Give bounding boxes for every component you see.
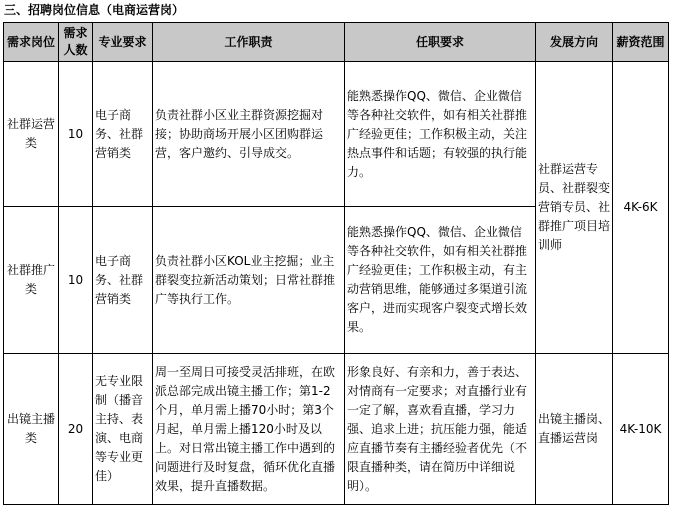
cell-duties: 周一至周日可接受灵活排班，在欧派总部完成出镜主播工作；第1-2个月，单月需上播70小时；第3个月起，单月需上播120小时及以上。对日常出镜主播工作中遇到的问题进行及时复盘，循环优化直播效果，提升直播数据。	[153, 354, 345, 505]
cell-duties: 负责社群小区KOL业主挖掘；业主群裂变拉新活动策划；日常社群推广等执行工作。	[153, 207, 345, 354]
cell-position: 出镜主播类	[4, 354, 59, 505]
header-major: 专业要求	[93, 23, 153, 62]
cell-count: 10	[59, 62, 93, 207]
recruitment-table	[3, 22, 669, 505]
header-development: 发展方向	[536, 23, 613, 62]
header-requirements: 任职要求	[345, 23, 536, 62]
cell-requirements: 形象良好、有亲和力，善于表达、对情商有一定要求；对直播行业有一定了解，喜欢看直播，学习力强、追求上进；抗压能力强，能适应直播节奏有主播经验者优先（不限直播种类，请在简历中详细说明）。	[345, 354, 536, 505]
cell-position: 社群推广类	[4, 207, 59, 354]
cell-requirements: 能熟悉操作QQ、微信、企业微信等各种社交软件，如有相关社群推广经验更佳；工作积极主动，有主动营销思维，能够通过多渠道引流客户，进而实现客户裂变式增长效果。	[345, 207, 536, 354]
cell-development-community: 社群运营专员、社群裂变营销专员、社群推广项目培训师	[536, 62, 613, 354]
cell-requirements: 能熟悉操作QQ、微信、企业微信等各种社交软件，如有相关社群推广经验更佳；工作积极主动，关注热点事件和话题；有较强的执行能力。	[345, 62, 536, 207]
header-count: 需求人数	[59, 23, 93, 62]
cell-salary-community: 4K-6K	[613, 62, 669, 354]
cell-development-anchor: 出镜主播岗、直播运营岗	[536, 354, 613, 505]
cell-duties: 负责社群小区业主群资源挖掘对接；协助商场开展小区团购群运营，客户邀约、引导成交。	[153, 62, 345, 207]
table-row	[4, 62, 669, 207]
cell-salary-anchor: 4K-10K	[613, 354, 669, 505]
cell-count: 10	[59, 207, 93, 354]
header-position: 需求岗位	[4, 23, 59, 62]
table-row	[4, 354, 669, 505]
cell-count: 20	[59, 354, 93, 505]
cell-major: 电子商务、社群营销类	[93, 62, 153, 207]
cell-position: 社群运营类	[4, 62, 59, 207]
cell-major: 无专业限制（播音主持、表演、电商等专业更佳）	[93, 354, 153, 505]
page-title: 三、招聘岗位信息（电商运营岗）	[4, 3, 185, 17]
header-duties: 工作职责	[153, 23, 345, 62]
header-row	[4, 23, 669, 62]
cell-major: 电子商务、社群营销类	[93, 207, 153, 354]
header-salary: 薪资范围	[613, 23, 669, 62]
